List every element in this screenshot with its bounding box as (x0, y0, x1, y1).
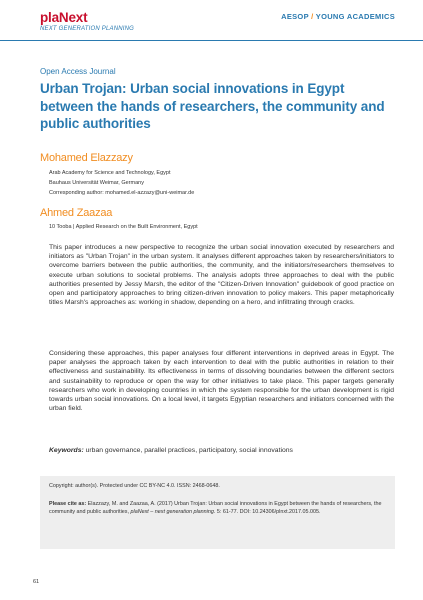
abstract-paragraph: This paper introduces a new perspective to recognize the urban social innovation executed by researchers and initiators as "Urban Trojan" in the urban system. It analyses different approaches taken by researchers/initiators to overcome barriers between the public authorities, the community, and the initiators/researchers themselves to execute urban solutions to societal problems. The analysis adopts three approaches to deal with the public authorities presented by Jessy Marsh, the editor of the "Citizen-Driven Innovation" guidebook of good practice on open and participatory approaches to bring citizen-driven innovation to policy makers. This paper metaphorically titles Marsh's approaches as: working in shadow, depending on a hero, and infiltrating through cracks. (49, 244, 394, 307)
journal-logo (40, 10, 170, 32)
header-divider (0, 40, 423, 41)
header-org-label: AESOP / YOUNG ACADEMICS (281, 12, 395, 21)
author-affiliation: Arab Academy for Science and Technology, Egypt Bauhaus Universität Weimar, Germany Corresponding author: mohamed.el-azzazy@uni-weimar.de (49, 170, 195, 196)
keywords (49, 447, 394, 454)
abstract-paragraph: Considering these approaches, this paper analyses four different interventions in deprived areas in Egypt. The paper analyses the approach taken by each intervention to deal with the public authorities in relation to their effectiveness and sustainability. Its effectiveness in terms of dissolving boundaries between the different sectors and sustainability to reproduce or open the way for other initiatives to take place. This paper targets generally researchers who work in developing countries in which the system responsible for the urban development is rigid towards urban social innovations. On a local level, it targets Egyptian researchers and initiators concerned with the urban field. (49, 350, 394, 413)
page-number: 61 (33, 579, 40, 585)
journal-label: Open Access Journal (40, 67, 116, 76)
citation-label: Please cite as: (49, 501, 87, 507)
author-name: Mohamed Elazzazy (40, 152, 133, 164)
citation: Please cite as: Elazzazy, M. and Zaazaa, A. (2017) Urban Trojan: Urban social innovations in Egypt between the hands of researchers, the community and public authorities, plaNext – next generation planning. 5: 61-77. DOI: 10.24306/plnxt.2017.05.005. (49, 501, 382, 515)
copyright-box (40, 476, 395, 549)
author-name: Ahmed Zaazaa (40, 207, 113, 219)
logo-subtitle: NEXT GENERATION PLANNING (40, 26, 135, 32)
copyright-notice: Copyright: author(s). Protected under CC BY-NC 4.0. ISSN: 2468-0648. (49, 483, 220, 489)
keywords-label: Keywords: (49, 447, 84, 454)
paper-title: Urban Trojan: Urban social innovations in Egypt between the hands of researchers, the community and public authorities (40, 81, 385, 131)
logo-wordmark: plaNext (40, 10, 88, 25)
author-affiliation: 10 Tooba | Applied Research on the Built Environment, Egypt (49, 224, 198, 230)
keywords-text: urban governance, parallel practices, participatory, social innovations (85, 447, 293, 454)
